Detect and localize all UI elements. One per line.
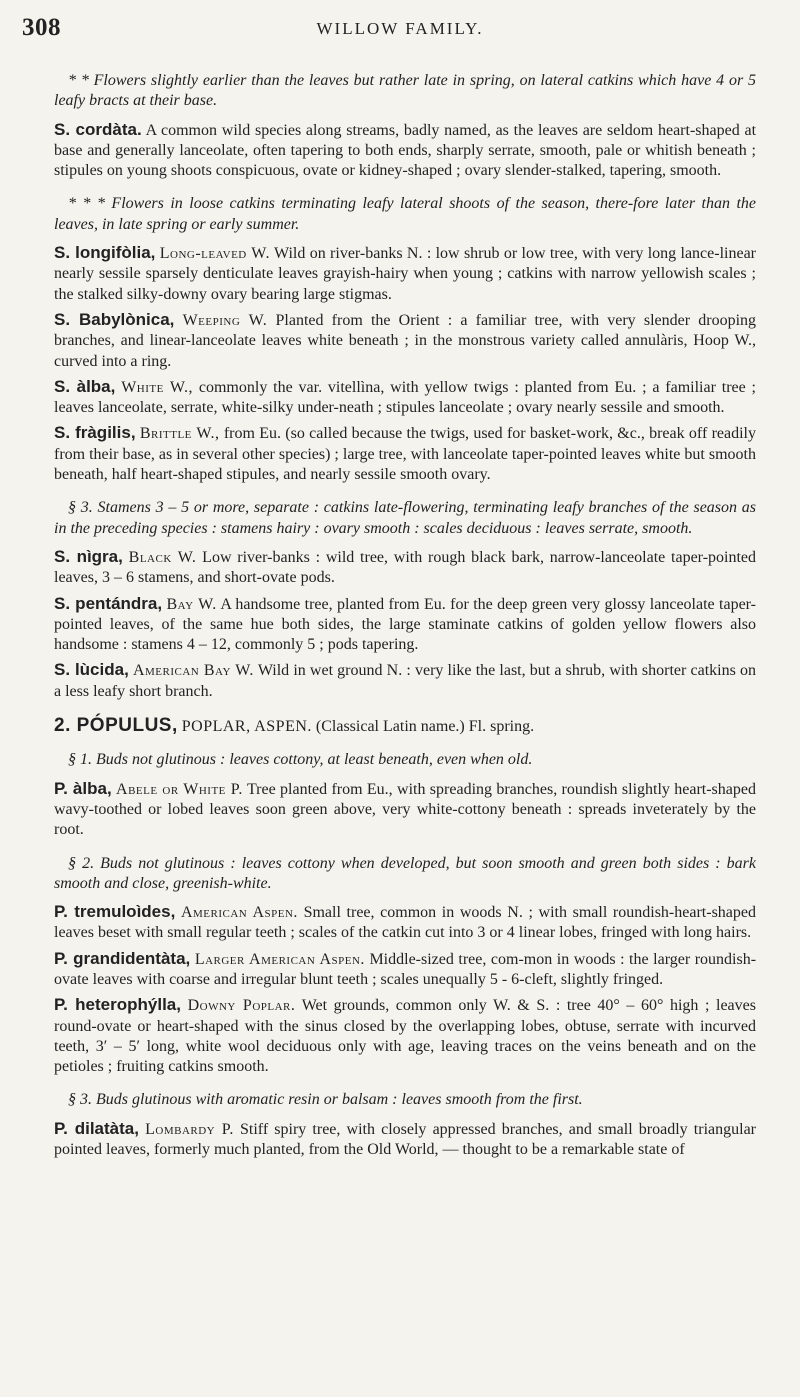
page-number: 308 [22, 14, 61, 41]
species-entry [54, 1119, 756, 1161]
common-name: Larger American Aspen. [194, 950, 365, 968]
species-name: P. dilatàta, [54, 1118, 139, 1138]
species-name: S. nìgra, [54, 546, 123, 566]
section-text: § 3. Buds glutinous with aromatic resin or balsam : leaves smooth from the first. [68, 1091, 583, 1109]
species-entry [54, 949, 756, 991]
section-heading [54, 71, 756, 112]
description: Tree planted from Eu., with spreading branches, roundish slightly heart-shaped wavy-toothed or lobed leaves soon green above, very white-cottony beneath : spreads inveterately by the root. [54, 780, 756, 839]
common-name: White W., [121, 378, 194, 396]
description: Wild on river-banks N. : low shrub or low tree, with very long lance-linear nearly sessile sparsely denticulate leaves grayish-hairy when young ; catkins with narrow yellowish scales ; the stalked silky-downy ovary bearing large stigmas. [54, 245, 757, 303]
species-name: S. longifòlia, [54, 243, 156, 263]
section-text: * * Flowers slightly earlier than the leaves but rather late in spring, on lateral catkins which have 4 or 5 leafy bracts at their base. [54, 72, 756, 110]
description: (Classical Latin name.) Fl. spring. [315, 718, 535, 736]
description: Middle-sized tree, com-mon in woods : the larger roundish-ovate leaves with coarse and irregular blunt teeth ; scales unequally 5 - 6-cleft, slightly fringed. [54, 950, 757, 988]
page-body [54, 58, 756, 1165]
running-title: WILLOW FAMILY. [316, 19, 484, 38]
species-name: P. heterophýlla, [54, 995, 181, 1015]
species-entry [54, 779, 756, 841]
common-name: Long-leaved W. [159, 245, 270, 263]
section-text: § 3. Stamens 3 – 5 or more, separate : catkins late-flowering, terminating leafy branches of the season as in the preceding species : stamens hairy : ovary smooth : scales deciduous : leaves serrate, smooth. [54, 499, 756, 537]
species-entry [54, 423, 756, 485]
species-name: P. tremuloìdes, [54, 902, 176, 922]
section-heading [54, 498, 756, 539]
description: Wet grounds, common only W. & S. : tree 40° – 60° high ; leaves round-ovate or heart-shaped with the sinus closed by the overlapping lobes, obtuse, serrate with incurved teeth, 3′ – 5′ long, white wool deciduous only with age, leaving traces on the veins beneath and on the petioles ; fruiting catkins smooth. [54, 997, 756, 1076]
species-entry [54, 547, 756, 589]
section-heading [54, 854, 756, 895]
species-entry [54, 377, 756, 419]
description: A common wild species along streams, badly named, as the leaves are seldom heart-shaped at base and generally lanceolate, often tapering to both ends, sharply serrate, smooth, pale or whitish beneath ; stipules on young shoots conspicuous, ovate or kidney-shaped ; ovary slender-stalked, tapering, smooth. [54, 121, 757, 180]
species-entry [54, 995, 756, 1077]
species-name: P. grandidentàta, [54, 948, 191, 968]
species-entry [54, 902, 756, 944]
description: Low river-banks : wild tree, with rough black bark, narrow-lanceolate taper-pointed leaves, 3 – 6 stamens, and short-ovate pods. [54, 548, 757, 587]
section-text: * * * Flowers in loose catkins terminating leafy lateral shoots of the season, there-fore later than the leaves, in late spring or early summer. [54, 195, 756, 233]
species-entry [54, 310, 756, 372]
common-name: Downy Poplar. [187, 997, 296, 1015]
species-entry [54, 660, 756, 702]
genus-name: 2. PÓPULUS, [54, 715, 178, 737]
description: Planted from the Orient : a familiar tree, with very slender drooping branches, and linear-lanceolate leaves white beneath ; in the monstrous variety called annulàris, Hoop W., curved into a ring. [54, 311, 757, 370]
section-heading [54, 1090, 756, 1110]
species-name: S. cordàta. [54, 119, 142, 139]
section-text: § 1. Buds not glutinous : leaves cottony, at least beneath, even when old. [68, 751, 533, 769]
description: commonly the var. vitellìna, with yellow twigs : planted from Eu. ; a familiar tree ; leaves lanceolate, serrate, white-silky under-neath ; stipules lanceolate ; ovary nearly sessile and smooth. [54, 378, 757, 417]
species-name: P. àlba, [54, 778, 112, 798]
species-name: S. fràgilis, [54, 423, 136, 443]
common-name: Black W. [128, 548, 197, 566]
common-name: American Bay W. [132, 662, 254, 680]
species-entry [54, 594, 756, 656]
genus-entry [54, 716, 756, 737]
section-text: § 2. Buds not glutinous : leaves cottony when developed, but soon smooth and green both sides : bark smooth and close, greenish-white. [54, 854, 756, 892]
section-heading [54, 750, 756, 770]
species-name: S. pentándra, [54, 593, 163, 613]
species-name: S. lùcida, [54, 660, 129, 680]
species-name: S. àlba, [54, 376, 116, 396]
species-entry [54, 243, 756, 305]
description: Wild in wet ground N. : very like the last, but a shrub, with shorter catkins on a less leafy short branch. [54, 662, 756, 700]
species-name: S. Babylònica, [54, 309, 175, 329]
common-name: Brittle W., [139, 425, 220, 443]
common-name: Weeping W. [182, 311, 268, 329]
common-name: Abele or White P. [116, 780, 243, 798]
description: A handsome tree, planted from Eu. for the deep green very glossy lanceolate taper-pointed leaves, of the same hue both sides, the large staminate catkins of golden yellow flowers also handsome : stamens 4 – 12, commonly 5 ; pods tapering. [54, 595, 757, 654]
description: Small tree, common in woods N. ; with small roundish-heart-shaped leaves beset with small regular teeth ; scales of the catkin cut into 3 or 4 linear lobes, fringed with long hairs. [54, 904, 756, 942]
description: from Eu. (so called because the twigs, used for basket-work, &c., break off readily from their base, as in several other species) ; large tree, with lanceolate taper-pointed leaves white but smooth beneath, half heart-shaped stipules, and nearly sessile smooth ovary. [54, 425, 757, 484]
species-entry [54, 120, 756, 182]
section-heading [54, 194, 756, 235]
common-name: POPLAR, ASPEN. [181, 718, 312, 736]
common-name: Bay W. [166, 595, 217, 613]
common-name: American Aspen. [180, 904, 298, 922]
common-name: Lombardy P. [145, 1120, 234, 1138]
description: Stiff spiry tree, with closely appressed branches, and small broadly triangular pointed leaves, formerly much planted, from the Old World, — thought to be a remarkable state of [54, 1120, 757, 1159]
